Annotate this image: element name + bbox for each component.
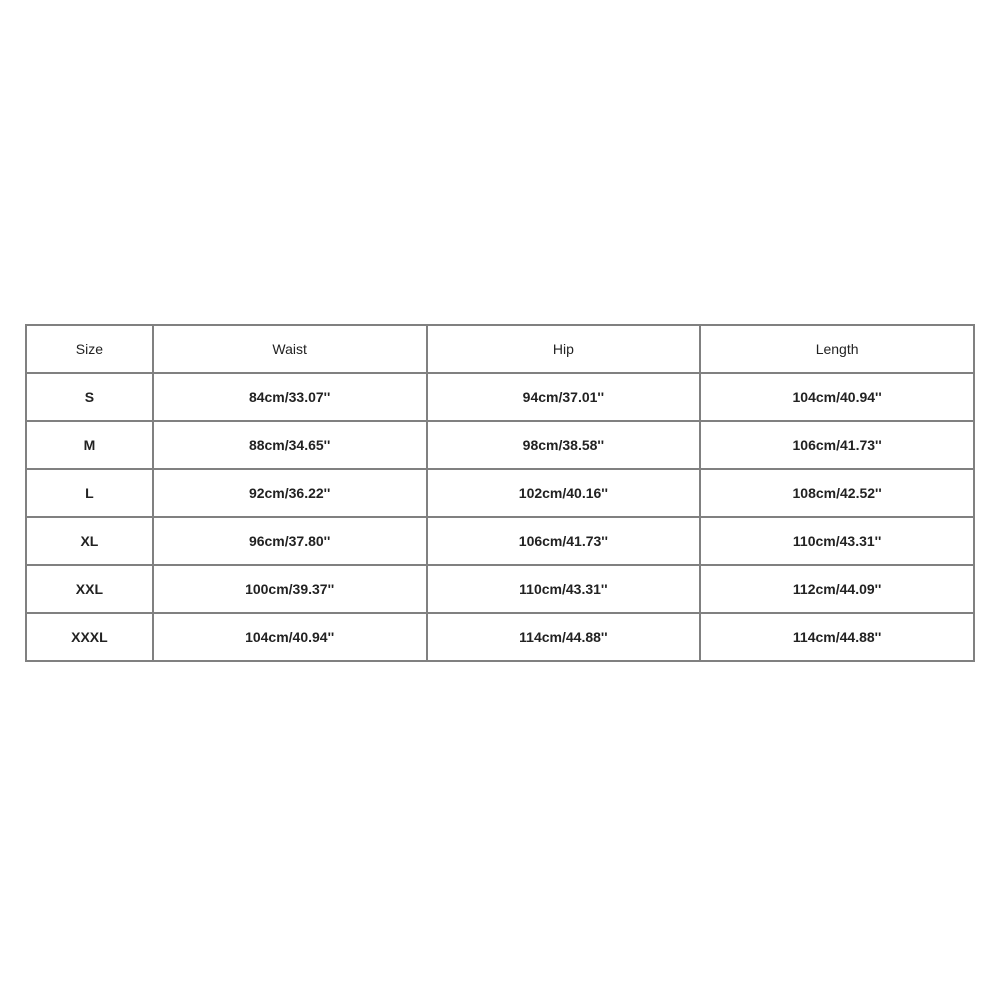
table-row: [26, 613, 974, 661]
header-length: Length: [700, 325, 974, 373]
table-row: [26, 565, 974, 613]
header-waist: Waist: [153, 325, 427, 373]
table-row: [26, 517, 974, 565]
size-cell: L: [26, 469, 153, 517]
length-cell: 112cm/44.09'': [700, 565, 974, 613]
size-cell: XXL: [26, 565, 153, 613]
waist-cell: 96cm/37.80'': [153, 517, 427, 565]
length-cell: 110cm/43.31'': [700, 517, 974, 565]
table-row: [26, 373, 974, 421]
hip-cell: 110cm/43.31'': [427, 565, 701, 613]
hip-cell: 98cm/38.58'': [427, 421, 701, 469]
size-cell: XL: [26, 517, 153, 565]
size-cell: M: [26, 421, 153, 469]
length-cell: 108cm/42.52'': [700, 469, 974, 517]
size-chart-body: [26, 373, 974, 661]
hip-cell: 102cm/40.16'': [427, 469, 701, 517]
hip-cell: 106cm/41.73'': [427, 517, 701, 565]
length-cell: 106cm/41.73'': [700, 421, 974, 469]
size-cell: S: [26, 373, 153, 421]
waist-cell: 100cm/39.37'': [153, 565, 427, 613]
table-row: [26, 469, 974, 517]
length-cell: 114cm/44.88'': [700, 613, 974, 661]
size-chart-table: [25, 324, 975, 662]
hip-cell: 94cm/37.01'': [427, 373, 701, 421]
waist-cell: 88cm/34.65'': [153, 421, 427, 469]
header-size: Size: [26, 325, 153, 373]
waist-cell: 104cm/40.94'': [153, 613, 427, 661]
size-cell: XXXL: [26, 613, 153, 661]
waist-cell: 84cm/33.07'': [153, 373, 427, 421]
header-row: [26, 325, 974, 373]
table-row: [26, 421, 974, 469]
header-hip: Hip: [427, 325, 701, 373]
length-cell: 104cm/40.94'': [700, 373, 974, 421]
waist-cell: 92cm/36.22'': [153, 469, 427, 517]
size-chart-header: [26, 325, 974, 373]
hip-cell: 114cm/44.88'': [427, 613, 701, 661]
